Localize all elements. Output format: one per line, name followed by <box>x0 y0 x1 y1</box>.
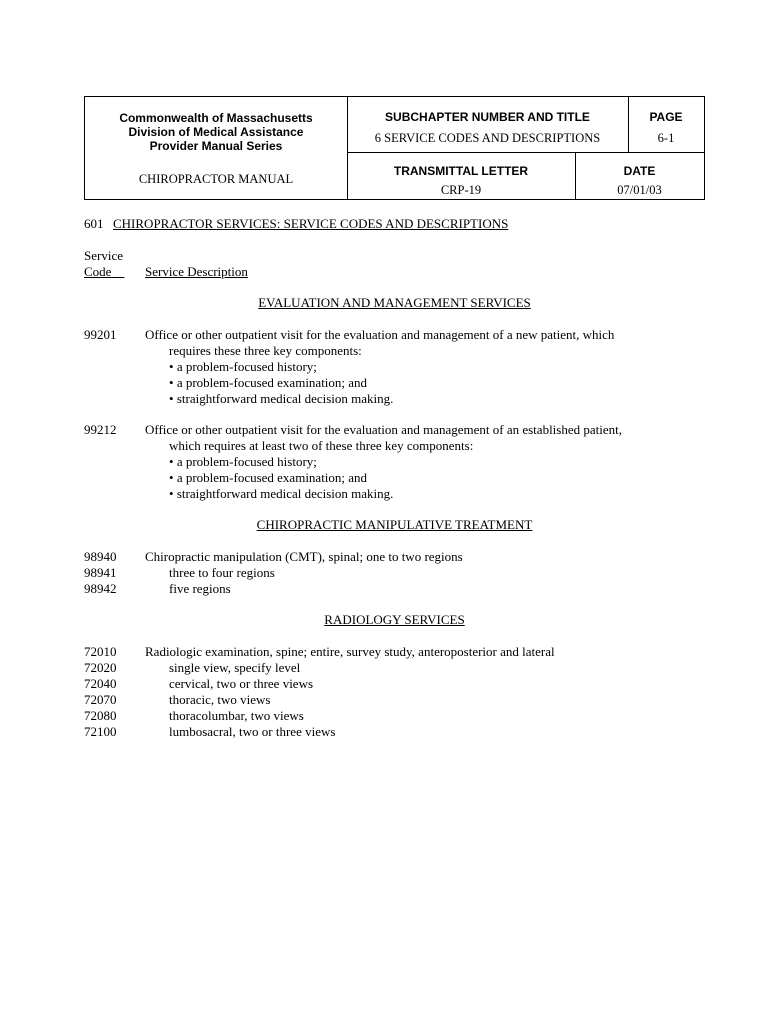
code-72080: 72080 <box>84 708 117 723</box>
col-header-description: Service Description <box>145 264 248 279</box>
code-72040: 72040 <box>84 676 117 691</box>
code-72070: 72070 <box>84 692 117 707</box>
desc-98942: five regions <box>169 581 231 596</box>
desc-98941: three to four regions <box>169 565 275 580</box>
bullet-text: a problem-focused history; <box>176 454 317 469</box>
section-number: 601 <box>84 216 104 231</box>
desc-72080: thoracolumbar, two views <box>169 708 304 723</box>
bullet-99212-2: • a problem-focused examination; and <box>169 470 368 485</box>
desc-99212-cont: which requires at least two of these three key components: <box>169 438 474 453</box>
transmittal-value: CRP-19 <box>440 183 482 197</box>
bullet-99201-2: • a problem-focused examination; and <box>169 375 368 390</box>
col-header-service: Service <box>84 248 123 263</box>
desc-72100: lumbosacral, two or three views <box>169 724 336 739</box>
org-line1: Commonwealth of Massachusetts <box>119 111 313 125</box>
desc-72070: thoracic, two views <box>169 692 271 707</box>
code-98941: 98941 <box>84 565 117 580</box>
col-header-code <box>84 264 124 280</box>
heading-chiropractic: CHIROPRACTIC MANIPULATIVE TREATMENT <box>256 517 533 532</box>
desc-99201-cont: requires these three key components: <box>169 343 362 358</box>
bullet-text: a problem-focused examination; and <box>176 470 368 485</box>
bullet-text: a problem-focused history; <box>176 359 317 374</box>
col-header-code-text: Code <box>84 264 112 279</box>
desc-72040: cervical, two or three views <box>169 676 314 691</box>
code-99201: 99201 <box>84 327 117 342</box>
bullet-99201-1: • a problem-focused history; <box>169 359 317 374</box>
desc-72010: Radiologic examination, spine; entire, survey study, anteroposterior and lateral <box>145 644 555 659</box>
heading-evaluation: EVALUATION AND MANAGEMENT SERVICES <box>258 295 531 310</box>
subchapter-value: 6 SERVICE CODES AND DESCRIPTIONS <box>374 131 601 145</box>
code-98940: 98940 <box>84 549 117 564</box>
code-72010: 72010 <box>84 644 117 659</box>
org-line3: Provider Manual Series <box>149 139 283 153</box>
page-label: PAGE <box>649 110 683 124</box>
code-99212: 99212 <box>84 422 117 437</box>
code-72020: 72020 <box>84 660 117 675</box>
manual-name: CHIROPRACTOR MANUAL <box>138 172 294 186</box>
bullet-99212-1: • a problem-focused history; <box>169 454 317 469</box>
subchapter-label: SUBCHAPTER NUMBER AND TITLE <box>385 110 590 124</box>
org-line2: Division of Medical Assistance <box>128 125 304 139</box>
desc-99201: Office or other outpatient visit for the evaluation and management of a new patient, which <box>145 327 615 342</box>
bullet-text: straightforward medical decision making. <box>176 486 394 501</box>
bullet-text: straightforward medical decision making. <box>176 391 394 406</box>
date-value: 07/01/03 <box>617 183 662 197</box>
bullet-99201-3: • straightforward medical decision making. <box>169 391 394 406</box>
desc-99212: Office or other outpatient visit for the evaluation and management of an established patient, <box>145 422 622 437</box>
date-label: DATE <box>623 164 656 178</box>
heading-radiology: RADIOLOGY SERVICES <box>324 612 465 627</box>
code-72100: 72100 <box>84 724 117 739</box>
header-box <box>84 96 705 200</box>
page-value: 6-1 <box>657 131 675 145</box>
bullet-99212-3: • straightforward medical decision making. <box>169 486 394 501</box>
divider-middle <box>347 152 704 153</box>
bullet-text: a problem-focused examination; and <box>176 375 368 390</box>
transmittal-label: TRANSMITTAL LETTER <box>393 164 529 178</box>
code-98942: 98942 <box>84 581 117 596</box>
desc-72020: single view, specify level <box>169 660 301 675</box>
desc-98940: Chiropractic manipulation (CMT), spinal; one to two regions <box>145 549 463 564</box>
section-title: CHIROPRACTOR SERVICES: SERVICE CODES AND DESCRIPTIONS <box>113 216 509 231</box>
